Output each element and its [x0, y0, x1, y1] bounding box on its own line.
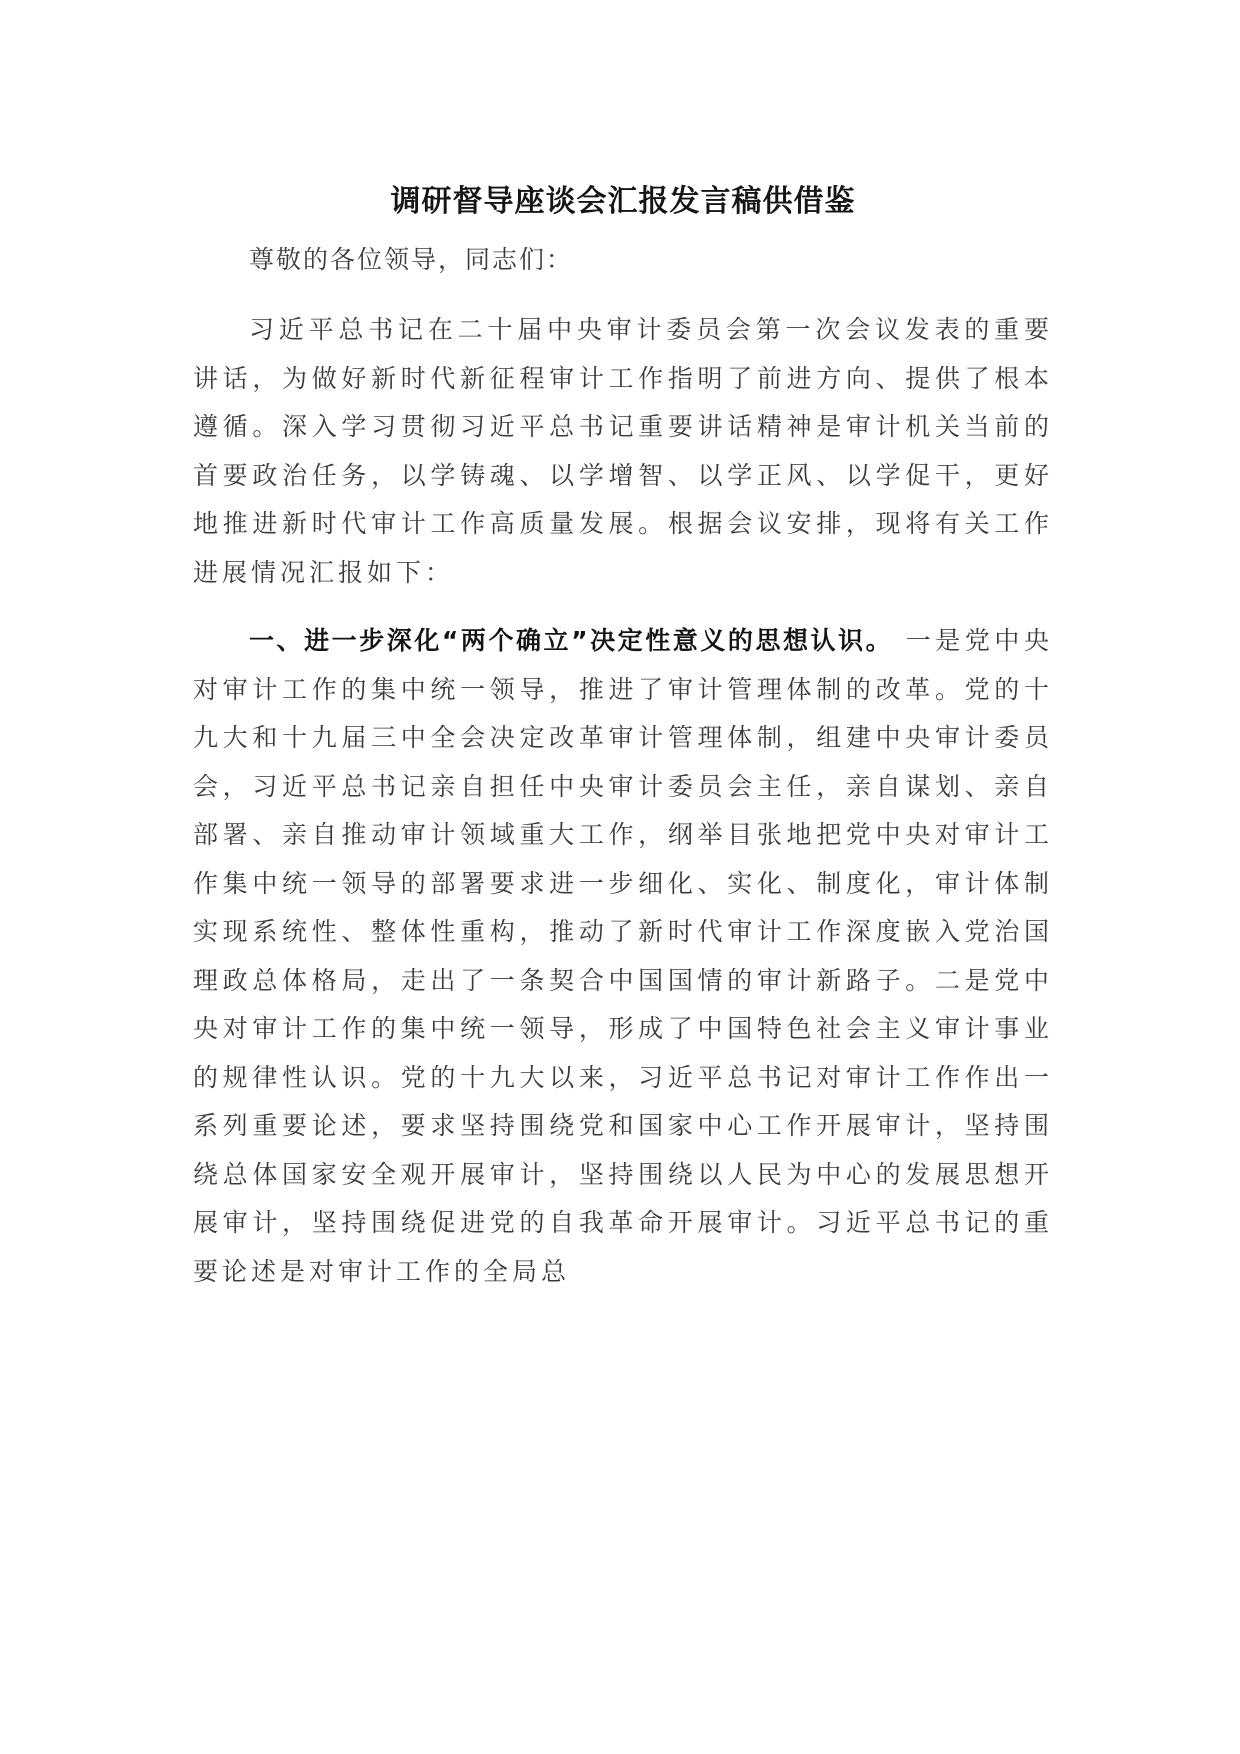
intro-paragraph: 习近平总书记在二十届中央审计委员会第一次会议发表的重要讲话，为做好新时代新征程审计工作指明了前进方向、提供了根本遵循。深入学习贯彻习近平总书记重要讲话精神是审计机关当前的首要政治任务，以学铸魂、以学增智、以学正风、以学促干，更好地推进新时代审计工作高质量发展。根据会议安排，现将有关工作进展情况汇报如下： — [193, 315, 1053, 587]
document-title: 调研督导座谈会汇报发言稿供借鉴 — [390, 184, 856, 219]
section-1-body: 一是党中央对审计工作的集中统一领导，推进了审计管理体制的改革。党的十九大和十九届三中全会决定改革审计管理体制，组建中央审计委员会，习近平总书记亲自担任中央审计委员会主任，亲自谋划、亲自部署、亲自推动审计领域重大工作，纲举目张地把党中央对审计工作集中统一领导的部署要求进一步细化、实化、制度化，审计体制实现系统性、整体性重构，推动了新时代审计工作深度嵌入党治国理政总体格局，走出了一条契合中国国情的审计新路子。二是党中央对审计工作的集中统一领导，形成了中国特色社会主义审计事业的规律性认识。党的十九大以来，习近平总书记对审计工作作出一系列重要论述，要求坚持围绕党和国家中心工作开展审计，坚持围绕总体国家安全观开展审计，坚持围绕以人民为中心的发展思想开展审计，坚持围绕促进党的自我革命开展审计。习近平总书记的重要论述是对审计工作的全局总 — [193, 626, 1053, 1286]
document-body — [193, 180, 1053, 1296]
section-1-heading: 一、进一步深化“两个确立”决定性意义的思想认识。 — [249, 626, 894, 655]
section-1-paragraph — [193, 617, 1053, 1296]
greeting: 尊敬的各位领导，同志们： — [249, 245, 574, 274]
